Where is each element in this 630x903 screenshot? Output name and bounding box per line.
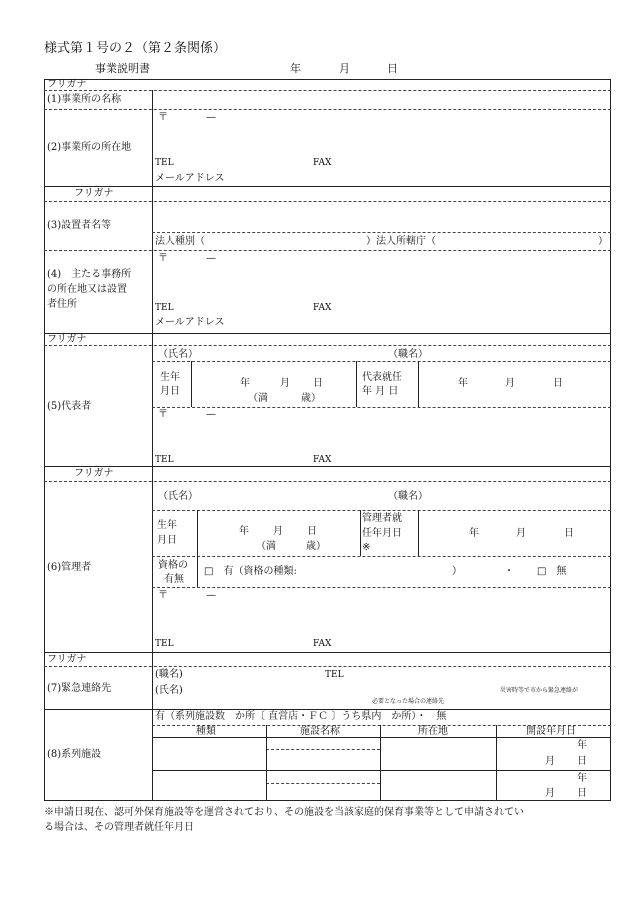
row-border xyxy=(44,186,611,187)
furigana-label: フリガナ xyxy=(47,654,87,665)
date-month-label: 月 xyxy=(339,62,350,75)
fax-label: FAX xyxy=(313,303,332,313)
grid-line xyxy=(360,510,361,556)
emergency-note-2: 必要となった場合の連絡先 xyxy=(372,698,445,705)
row-divider xyxy=(152,556,611,557)
rep-name-label: （氏名） xyxy=(158,349,198,360)
grid-line xyxy=(418,510,419,556)
furigana-label: フリガナ xyxy=(47,334,87,345)
furigana-divider xyxy=(44,345,611,346)
row6-label: (6)管理者 xyxy=(47,562,92,573)
row3-label: (3)設置者名等 xyxy=(47,220,112,231)
day-label: 日 xyxy=(577,756,587,767)
row4-label-line1: (4) 主たる事務所 xyxy=(47,269,132,280)
birth-label-1: 生年 xyxy=(157,520,177,531)
tel-label: TEL xyxy=(155,303,174,313)
column-header-location: 所在地 xyxy=(418,726,448,737)
furigana-label: フリガナ xyxy=(47,79,87,90)
mgr-post-label: （職名） xyxy=(388,491,428,502)
grid-line xyxy=(152,737,611,738)
month-label: 月 xyxy=(545,788,555,799)
postal-mark: 〒 xyxy=(158,112,168,123)
row4-label-line2: の所在地又は設置 xyxy=(47,284,127,295)
postal-dash: — xyxy=(206,112,216,123)
furigana-divider xyxy=(44,90,611,91)
date-year-label: 年 xyxy=(290,62,301,75)
furigana-divider xyxy=(44,481,611,482)
label-column-divider xyxy=(152,90,153,801)
row5-label: (5)代表者 xyxy=(47,401,92,412)
tel-label: TEL xyxy=(155,455,174,465)
grid-line xyxy=(418,361,419,407)
grid-line xyxy=(380,725,381,801)
month-label: 月 xyxy=(545,756,555,767)
emergency-tel-label: TEL xyxy=(325,670,344,680)
age-open-label: （満 xyxy=(256,541,276,552)
row-divider xyxy=(152,407,611,408)
footnote-line2: る場合は、その管理者就任年月日 xyxy=(44,822,194,833)
qualification-close-paren: ） xyxy=(452,566,462,577)
emergency-post-label: (職名) xyxy=(155,669,183,680)
age-open-label: （満 xyxy=(248,393,268,404)
furigana-label: フリガナ xyxy=(74,188,114,199)
row4-label-line3: 者住所 xyxy=(47,299,77,310)
month-label: 月 xyxy=(505,378,515,389)
date-day-label: 日 xyxy=(387,62,398,75)
furigana-divider xyxy=(44,666,611,667)
grid-line xyxy=(496,725,497,801)
day-label: 日 xyxy=(564,528,574,539)
year-label: 年 xyxy=(458,378,468,389)
grid-line xyxy=(197,510,198,587)
fax-label: FAX xyxy=(313,639,332,649)
email-label: メールアドレス xyxy=(155,317,225,328)
mgr-appointed-note-mark: ※ xyxy=(362,542,371,553)
postal-mark: 〒 xyxy=(158,590,168,601)
row2-label: (2)事業所の所在地 xyxy=(47,142,132,153)
row8-label: (8)系列施設 xyxy=(47,749,102,760)
row7-label: (7)緊急連絡先 xyxy=(47,683,112,694)
mgr-name-label: （氏名） xyxy=(158,491,198,502)
birth-label-1: 生年 xyxy=(160,372,180,383)
tel-label: TEL xyxy=(155,639,174,649)
column-header-facility-name: 施設名称 xyxy=(300,726,340,737)
column-header-type: 種類 xyxy=(196,726,216,737)
day-label: 日 xyxy=(313,378,323,389)
postal-mark: 〒 xyxy=(158,253,168,264)
row-divider xyxy=(152,361,611,362)
row-border xyxy=(44,466,611,467)
year-label: 年 xyxy=(239,526,249,537)
row-divider xyxy=(266,749,380,750)
row-divider xyxy=(44,250,611,251)
row-divider xyxy=(44,109,611,110)
form-number: 様式第１号の２（第２条関係） xyxy=(44,41,227,56)
row-divider xyxy=(266,783,380,784)
day-label: 日 xyxy=(577,788,587,799)
row-border xyxy=(44,652,611,653)
row-border xyxy=(44,333,611,334)
row-divider xyxy=(152,232,611,233)
qualification-label-2: 有無 xyxy=(164,574,184,585)
birth-label-2: 月日 xyxy=(160,386,180,397)
postal-dash: — xyxy=(206,253,216,264)
fax-label: FAX xyxy=(313,455,332,465)
close-paren: ） xyxy=(598,236,608,247)
year-label: 年 xyxy=(577,773,587,784)
row-divider xyxy=(152,510,611,511)
emergency-name-label: (氏名) xyxy=(155,685,183,696)
document-title: 事業説明書 xyxy=(95,62,150,75)
grid-line xyxy=(266,725,267,801)
age-close-label: 歳） xyxy=(301,393,321,404)
postal-dash: — xyxy=(206,590,216,601)
year-label: 年 xyxy=(469,528,479,539)
corp-type-label: 法人種別（ xyxy=(155,236,205,247)
month-label: 月 xyxy=(273,526,283,537)
qualification-no-checkbox[interactable]: □ 無 xyxy=(537,566,567,577)
emergency-note-1: 災害時等で市から緊急連絡が xyxy=(500,687,579,694)
row-divider xyxy=(152,587,611,588)
rep-appointed-label-1: 代表就任 xyxy=(362,372,402,383)
qualification-yes-checkbox[interactable]: □ 有（資格の種類: xyxy=(204,566,297,577)
corp-authority-label: ）法人所轄庁（ xyxy=(366,236,436,247)
affiliated-summary: 有（系列施設数 か所〔 直営店・ＦＣ 〕うち県内 か所）・ 無 xyxy=(155,711,447,722)
month-label: 月 xyxy=(280,378,290,389)
row1-label: (1)事業所の名称 xyxy=(47,94,122,105)
postal-mark: 〒 xyxy=(158,409,168,420)
column-header-opening-date: 開設年月日 xyxy=(526,726,576,737)
furigana-label: フリガナ xyxy=(74,468,114,479)
qualification-separator: ・ xyxy=(504,566,514,577)
rep-post-label: （職名） xyxy=(388,349,428,360)
tel-label: TEL xyxy=(155,158,174,168)
mgr-appointed-label-2: 任年月日 xyxy=(362,528,402,539)
day-label: 日 xyxy=(307,526,317,537)
qualification-label-1: 資格の xyxy=(158,560,188,571)
grid-line xyxy=(152,770,611,771)
fax-label: FAX xyxy=(313,158,332,168)
month-label: 月 xyxy=(516,528,526,539)
furigana-divider xyxy=(44,201,611,202)
footnote-line1: ※申請日現在、認可外保育施設等を運営されており、その施設を当該家庭的保育事業等として申請されてい xyxy=(44,807,524,818)
age-close-label: 歳） xyxy=(306,541,326,552)
rep-appointed-label-2: 年 月 日 xyxy=(362,386,399,397)
grid-line xyxy=(191,361,192,407)
birth-label-2: 月日 xyxy=(157,535,177,546)
row-border xyxy=(44,709,611,710)
mgr-appointed-label-1: 管理者就 xyxy=(362,513,402,524)
postal-dash: — xyxy=(206,409,216,420)
email-label: メールアドレス xyxy=(155,173,225,184)
grid-line xyxy=(356,361,357,407)
year-label: 年 xyxy=(240,378,250,389)
day-label: 日 xyxy=(553,378,563,389)
year-label: 年 xyxy=(577,740,587,751)
